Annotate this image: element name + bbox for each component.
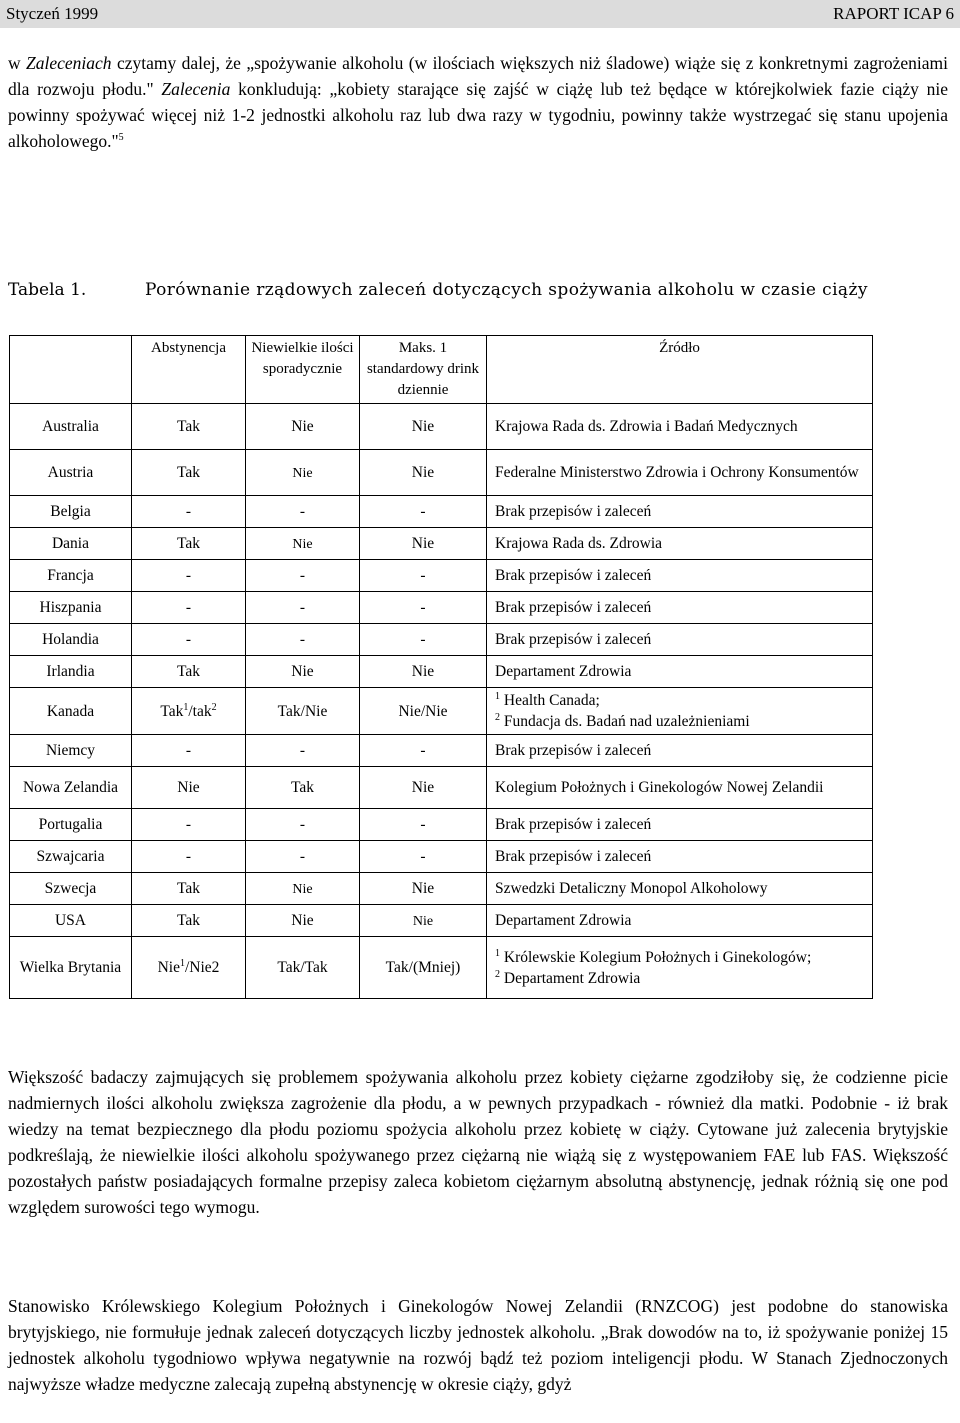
small-amounts-value: Nie [291, 663, 314, 680]
intro-paragraph [8, 50, 948, 154]
small-amounts-cell [246, 496, 360, 528]
small-amounts-value: Nie [291, 418, 314, 435]
source-cell [487, 937, 873, 999]
max-drink-cell [360, 592, 487, 624]
max-drink-cell [360, 767, 487, 809]
table-row [10, 560, 873, 592]
small-amounts-value: Nie [292, 881, 313, 897]
intro-text-middle: czytamy dalej, że „spożywanie alkoholu (w ilościach większych niż śladowe) wiąże się z konkretnymi zagrożeniami dla rozwoju płodu." [8, 53, 948, 99]
small-amounts-cell [246, 767, 360, 809]
country-name: Holandia [42, 631, 99, 648]
source-cell [487, 496, 873, 528]
small-amounts-value: - [299, 567, 306, 584]
max-drink-cell [360, 560, 487, 592]
source-cell [487, 656, 873, 688]
abstinence-cell [132, 937, 246, 999]
footnote-marker: 1 [183, 701, 189, 713]
abstinence-cell [132, 496, 246, 528]
small-amounts-cell [246, 873, 360, 905]
small-amounts-cell [246, 905, 360, 937]
max-drink-value: Nie [411, 880, 435, 897]
page-header [0, 0, 960, 28]
max-drink-value: - [420, 816, 426, 833]
small-amounts-value: Tak [290, 779, 314, 796]
abstinence-cell [132, 809, 246, 841]
country-name: Belgia [50, 503, 91, 520]
small-amounts-cell [246, 688, 360, 735]
max-drink-value: - [420, 567, 426, 584]
intro-text-start: w [8, 53, 27, 73]
country-cell [10, 450, 132, 496]
abstinence-value-1: Tak [160, 702, 184, 720]
country-name: Dania [51, 535, 89, 552]
abstinence-cell [132, 688, 246, 735]
country-cell [10, 592, 132, 624]
source-text: Brak przepisów i zaleceń [495, 848, 652, 865]
footnote-marker: 1 [495, 690, 500, 702]
max-drink-value: - [420, 848, 426, 865]
country-name: Portugalia [38, 816, 103, 833]
source-text: Brak przepisów i zaleceń [495, 599, 652, 616]
max-drink-cell [360, 528, 487, 560]
small-amounts-value: Nie [292, 536, 313, 552]
source-cell [487, 404, 873, 450]
source-cell [487, 592, 873, 624]
country-cell [10, 656, 132, 688]
source-text-2: Fundacja ds. Badań nad uzależnieniami [503, 713, 750, 730]
small-amounts-cell [246, 809, 360, 841]
header-source: Źródło [487, 336, 873, 404]
source-text: Departament Zdrowia [495, 912, 632, 929]
source-line-1 [495, 947, 868, 968]
small-amounts-cell [246, 735, 360, 767]
small-amounts-cell [246, 624, 360, 656]
source-cell [487, 450, 873, 496]
source-text: Brak przepisów i zaleceń [495, 503, 652, 520]
max-drink-value: Nie [412, 913, 434, 929]
intro-italic-zalecenia: Zalecenia [161, 79, 231, 99]
table-caption: Porównanie rządowych zaleceń dotyczących spożywania alkoholu w czasie ciąży [145, 280, 868, 300]
table-row [10, 809, 873, 841]
abstinence-cell [132, 592, 246, 624]
footnote-marker: 2 [211, 701, 217, 713]
source-text-1: Health Canada; [503, 692, 600, 709]
footnote-marker: 2 [495, 711, 500, 723]
small-amounts-cell [246, 450, 360, 496]
country-name: USA [54, 912, 86, 929]
abstinence-value: - [185, 631, 192, 648]
country-cell [10, 404, 132, 450]
abstinence-cell [132, 767, 246, 809]
table-row [10, 592, 873, 624]
country-name: Austria [47, 464, 94, 481]
small-amounts-cell [246, 937, 360, 999]
source-text: Departament Zdrowia [495, 663, 632, 680]
abstinence-value: - [185, 742, 192, 759]
small-amounts-value: - [299, 631, 306, 648]
source-cell [487, 873, 873, 905]
small-amounts-value: Nie [292, 465, 313, 481]
abstinence-cell [132, 873, 246, 905]
max-drink-value: Nie [411, 663, 435, 680]
intro-text-rest: konkludują: „kobiety starające się zajść w ciążę lub też będące w którejkolwiek fazie ciąży nie powinny spożywać więcej niż 1-2 jednostki alkoholu raz lub dwa razy w tygodniu, powinny także wystrzegać się stanu upojenia alkoholowego." [8, 79, 948, 151]
country-name: Nowa Zelandia [22, 779, 119, 796]
source-text: Brak przepisów i zaleceń [495, 631, 652, 648]
source-cell [487, 560, 873, 592]
max-drink-value: - [420, 503, 426, 520]
max-drink-cell [360, 656, 487, 688]
country-cell [10, 905, 132, 937]
table-row [10, 905, 873, 937]
header-date: Styczeń 1999 [6, 4, 99, 23]
table-row [10, 450, 873, 496]
abstinence-cell [132, 624, 246, 656]
source-cell [487, 528, 873, 560]
max-drink-value: Nie [411, 464, 435, 481]
country-cell [10, 873, 132, 905]
abstinence-cell [132, 560, 246, 592]
max-drink-cell [360, 496, 487, 528]
paragraph-3-text: Stanowisko Królewskiego Kolegium Położnych i Ginekologów Nowej Zelandii (RNZCOG) jest podobne do stanowiska brytyjskiego, nie formułuje jednak zaleceń dotyczących liczby jednostek alkoholu. „Brak dowodów na to, iż spożywanie poniżej 15 jednostek alkoholu tygodniowo wpływa negatywnie na rozwój bądź też poziom inteligencji płodu. W Stanach Zjednoczonych najwyższe władze medyczne zalecają zupełną abstynencję w okresie ciąży, gdyż [8, 1296, 948, 1394]
source-text: Brak przepisów i zaleceń [495, 567, 652, 584]
max-drink-value: Nie/Nie [398, 702, 448, 720]
abstinence-cell [132, 450, 246, 496]
abstinence-cell [132, 841, 246, 873]
table-row [10, 841, 873, 873]
max-drink-value: Nie [411, 779, 435, 796]
country-cell [10, 496, 132, 528]
table-row [10, 937, 873, 999]
header-country [10, 336, 132, 404]
country-cell [10, 528, 132, 560]
max-drink-value: Nie [411, 535, 435, 552]
country-cell [10, 841, 132, 873]
source-line-2 [495, 968, 868, 989]
source-text: Szwedzki Detaliczny Monopol Alkoholowy [495, 880, 768, 897]
country-cell [10, 624, 132, 656]
abstinence-cell [132, 735, 246, 767]
source-cell [487, 905, 873, 937]
header-max-one-drink: Maks. 1 standardowy drink dziennie [360, 336, 487, 404]
max-drink-cell [360, 873, 487, 905]
abstinence-value: - [185, 599, 192, 616]
max-drink-cell [360, 404, 487, 450]
footnote-ref: 5 [118, 132, 124, 144]
abstinence-value: Tak [176, 418, 200, 435]
table-header-row [10, 336, 873, 404]
country-cell [10, 809, 132, 841]
small-amounts-value: - [299, 816, 306, 833]
header-small-amounts: Niewielkie ilości sporadycznie [246, 336, 360, 404]
footnote-marker: 1 [495, 947, 500, 959]
small-amounts-value: Tak/Nie [277, 702, 328, 720]
max-drink-cell [360, 735, 487, 767]
source-cell [487, 841, 873, 873]
source-text: Kolegium Położnych i Ginekologów Nowej Zelandii [495, 779, 824, 796]
country-cell [10, 735, 132, 767]
source-cell [487, 688, 873, 735]
country-name: Hiszpania [39, 599, 102, 616]
max-drink-cell [360, 450, 487, 496]
table-row [10, 656, 873, 688]
small-amounts-cell [246, 528, 360, 560]
table-row [10, 496, 873, 528]
max-drink-cell [360, 809, 487, 841]
source-text: Krajowa Rada ds. Zdrowia i Badań Medycznych [495, 418, 798, 435]
country-name: Niemcy [45, 742, 96, 759]
abstinence-cell [132, 656, 246, 688]
small-amounts-value: - [299, 848, 306, 865]
source-text: Brak przepisów i zaleceń [495, 742, 652, 759]
country-name: Francja [47, 567, 94, 584]
abstinence-value: Tak [176, 663, 200, 680]
table-row [10, 873, 873, 905]
country-cell [10, 560, 132, 592]
small-amounts-cell [246, 592, 360, 624]
max-drink-cell [360, 905, 487, 937]
country-name: Wielka Brytania [19, 959, 122, 976]
table-label: Tabela 1. [8, 280, 87, 300]
source-text: Krajowa Rada ds. Zdrowia [495, 535, 663, 552]
small-amounts-cell [246, 841, 360, 873]
max-drink-value: Nie [411, 418, 435, 435]
country-name: Szwecja [44, 880, 97, 897]
source-line-2 [495, 711, 868, 732]
small-amounts-cell [246, 560, 360, 592]
country-cell [10, 688, 132, 735]
source-text-1: Królewskie Kolegium Położnych i Ginekologów; [503, 948, 812, 966]
small-amounts-value: - [299, 742, 306, 759]
abstinence-value-2: /Nie2 [184, 959, 220, 976]
country-name: Irlandia [46, 663, 95, 680]
abstinence-value: Tak [176, 464, 200, 481]
max-drink-value: - [420, 742, 426, 759]
max-drink-value: - [420, 599, 426, 616]
paragraph-3 [8, 1293, 948, 1397]
small-amounts-value: Tak/Tak [277, 959, 328, 976]
footnote-marker: 1 [179, 957, 185, 969]
table-row [10, 528, 873, 560]
abstinence-value-1: Nie [157, 959, 180, 976]
small-amounts-cell [246, 404, 360, 450]
table-row [10, 404, 873, 450]
source-text: Brak przepisów i zaleceń [495, 816, 652, 833]
table-row [10, 767, 873, 809]
paragraph-2 [8, 1064, 948, 1220]
abstinence-value: - [185, 816, 192, 833]
abstinence-cell [132, 528, 246, 560]
source-cell [487, 624, 873, 656]
source-text: Federalne Ministerstwo Zdrowia i Ochrony Konsumentów [495, 464, 859, 481]
small-amounts-value: - [299, 503, 306, 520]
abstinence-value: Tak [176, 535, 200, 552]
table-row [10, 624, 873, 656]
max-drink-value: - [420, 631, 426, 648]
max-drink-cell [360, 624, 487, 656]
table-row [10, 735, 873, 767]
abstinence-value: - [185, 503, 192, 520]
intro-italic-zaleceniach: Zaleceniach [26, 53, 112, 73]
country-name: Australia [42, 418, 99, 435]
max-drink-cell [360, 841, 487, 873]
recommendations-table [9, 335, 873, 999]
table-row [10, 688, 873, 735]
small-amounts-value: - [299, 599, 306, 616]
header-abstinence: Abstynencja [132, 336, 246, 404]
abstinence-cell [132, 905, 246, 937]
paragraph-2-text: Większość badaczy zajmujących się problemem spożywania alkoholu przez kobiety ciężarne zgodziłoby się, że codzienne picie nadmiernych ilości alkoholu zwiększa zagrożenie dla płodu, a w pewnych przypadkach - również dla matki. Podobnie - iż brak wiedzy na temat bezpiecznego dla płodu poziomu spożycia alkoholu przez kobietę w ciąży. Cytowane już zalecenia brytyjskie podkreślają, że niewielkie ilości alkoholu spożywanego przez ciężarną nie wiążą się z występowaniem FAE lub FAS. Większość pozostałych państw posiadających formalne przepisy zaleca kobietom ciężarnym absolutną abstynencję, jednak różnią się one pod względem surowości tego wymogu. [8, 1067, 948, 1217]
abstinence-value: - [185, 848, 192, 865]
abstinence-value: - [185, 567, 192, 584]
abstinence-cell [132, 404, 246, 450]
small-amounts-cell [246, 656, 360, 688]
header-report-title: RAPORT ICAP 6 [833, 4, 954, 23]
abstinence-value: Nie [177, 779, 200, 796]
source-cell [487, 735, 873, 767]
country-name: Szwajcaria [36, 848, 105, 865]
country-name: Kanada [46, 702, 95, 720]
source-text-2: Departament Zdrowia [503, 969, 641, 987]
source-cell [487, 809, 873, 841]
max-drink-value: Tak/(Mniej) [385, 959, 461, 976]
source-line-1 [495, 690, 868, 711]
country-cell [10, 937, 132, 999]
abstinence-value: Tak [176, 880, 200, 897]
abstinence-value: Tak [176, 912, 200, 929]
country-cell [10, 767, 132, 809]
footnote-marker: 2 [495, 968, 500, 980]
source-cell [487, 767, 873, 809]
max-drink-cell [360, 937, 487, 999]
small-amounts-value: Nie [291, 912, 314, 929]
abstinence-value-2: /tak [188, 702, 212, 720]
max-drink-cell [360, 688, 487, 735]
